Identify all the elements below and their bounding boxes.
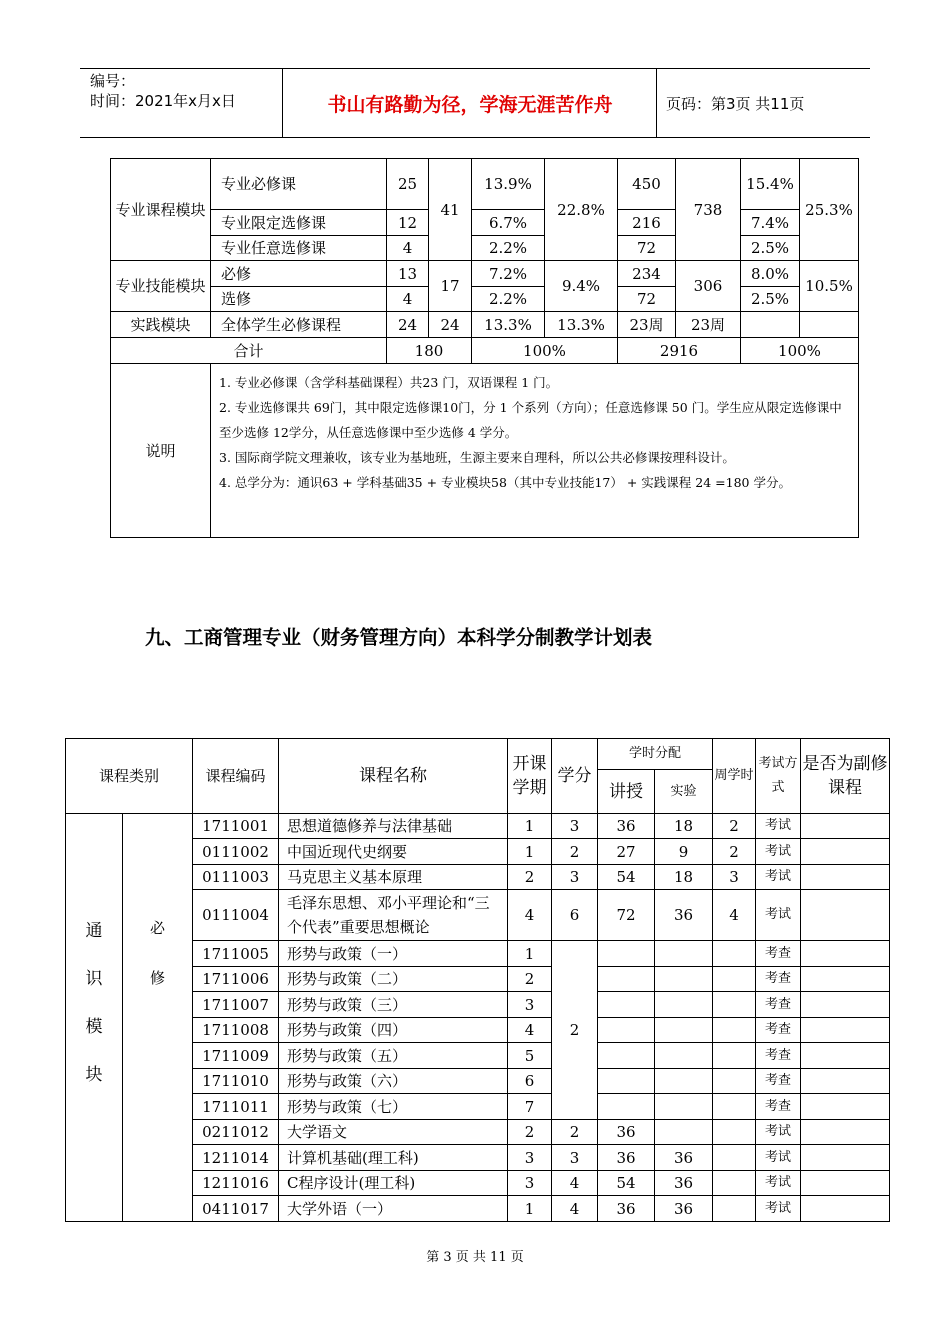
course-lecture: 54 [598,1171,655,1196]
course-exam: 考试 [756,1145,801,1171]
course-name: 马克思主义基本原理 [279,865,508,890]
course-term: 5 [508,1043,552,1069]
course-exam: 考试 [756,839,801,865]
header-page: 页码：第3页 共11页 [666,94,805,113]
row-credits: 4 [387,236,429,261]
course-term: 4 [508,1018,552,1043]
header-credit: 学分 [552,739,598,814]
header-exam: 考试方式 [756,739,801,814]
notes-label: 说明 [111,364,211,538]
course-credit: 6 [552,890,598,941]
course-lecture: 36 [598,814,655,839]
course-weekly: 3 [713,865,756,890]
row-hours: 234 [618,261,676,287]
course-weekly: 2 [713,839,756,865]
course-name: 形势与政策（四） [279,1018,508,1043]
course-name: 形势与政策（七） [279,1094,508,1120]
course-lecture: 36 [598,1120,655,1145]
course-code: 1711006 [193,967,279,992]
course-code: 1211016 [193,1171,279,1196]
header-code: 课程编码 [193,739,279,814]
note-item: 4. 总学分为：通识63 + 学科基础35 + 专业模块58（其中专业技能17） + 实践课程 24 =180 学分。 [219,475,791,490]
course-exam: 考试 [756,865,801,890]
row-hours: 23周 [618,312,676,338]
row-credits: 13 [387,261,429,287]
row-credit-pct: 13.3% [472,312,545,338]
course-term: 1 [508,941,552,967]
course-term: 1 [508,814,552,839]
module-professional-course: 专业课程模块 [111,159,211,261]
course-credit: 3 [552,814,598,839]
notes-content [211,364,859,538]
course-exam: 考查 [756,1094,801,1120]
group-credit-pct: 22.8% [545,159,618,261]
course-weekly: 4 [713,890,756,941]
section-title: 九、工商管理专业（财务管理方向）本科学分制教学计划表 [145,626,653,649]
module-practice: 实践模块 [111,312,211,338]
course-lab: 36 [655,1145,713,1171]
course-term: 3 [508,1145,552,1171]
row-name: 专业任意选修课 [211,236,387,261]
row-name: 必修 [211,261,387,287]
header-motto: 书山有路勤为径，学海无涯苦作舟 [284,69,657,137]
row-hour-pct: 8.0% [741,261,800,287]
row-credit-pct: 2.2% [472,236,545,261]
course-lab: 36 [655,1171,713,1196]
course-term: 4 [508,890,552,941]
row-name: 专业必修课 [211,159,387,210]
course-weekly: 2 [713,814,756,839]
page-footer: 第 3 页 共 11 页 [426,1250,524,1265]
course-code: 0111003 [193,865,279,890]
row-name: 专业限定选修课 [211,210,387,236]
course-lab: 18 [655,865,713,890]
group-hours: 306 [676,261,741,312]
course-code: 1711011 [193,1094,279,1120]
row-hours: 72 [618,287,676,312]
group-hours: 738 [676,159,741,261]
header-lab: 实验 [655,770,713,814]
course-exam: 考查 [756,941,801,967]
course-code: 1711005 [193,941,279,967]
course-term: 7 [508,1094,552,1120]
group-hour-pct: 10.5% [800,261,859,312]
course-credit: 2 [552,1120,598,1145]
row-credit-pct: 6.7% [472,210,545,236]
row-name: 选修 [211,287,387,312]
course-lab: 36 [655,890,713,941]
course-credit: 3 [552,865,598,890]
header-term: 开课学期 [508,739,552,814]
header-category: 课程类别 [66,739,193,814]
course-exam: 考查 [756,967,801,992]
course-credit: 4 [552,1196,598,1222]
course-code: 0111002 [193,839,279,865]
category-general: 通 识 模 块 [66,814,123,1222]
header-number: 编号： [90,72,136,90]
course-term: 2 [508,865,552,890]
group-credits: 24 [429,312,472,338]
row-hour-pct: 2.5% [741,287,800,312]
course-name: 大学语文 [279,1120,508,1145]
course-term: 6 [508,1069,552,1094]
row-hours: 72 [618,236,676,261]
course-lecture: 36 [598,1196,655,1222]
course-exam: 考试 [756,890,801,941]
course-lecture: 54 [598,865,655,890]
header-meta [80,69,283,137]
course-term: 2 [508,1120,552,1145]
course-name: 大学外语（一） [279,1196,508,1222]
row-credit-pct: 2.2% [472,287,545,312]
course-name: 形势与政策（二） [279,967,508,992]
course-code: 1711001 [193,814,279,839]
note-item: 2. 专业选修课共 69门，其中限定选修课10门，分 1 个系列（方向）；任意选修课 50 门。学生应从限定选修课中至少选修 12学分，从任意选修课中至少选修 4 学分。 [219,400,842,440]
course-exam: 考查 [756,1043,801,1069]
course-exam: 考查 [756,1069,801,1094]
course-lecture: 36 [598,1145,655,1171]
group-credits: 41 [429,159,472,261]
course-exam: 考试 [756,1171,801,1196]
course-name: 中国近现代史纲要 [279,839,508,865]
header-date: 时间：2021年x月x日 [90,92,236,110]
course-lab: 18 [655,814,713,839]
course-code: 0211012 [193,1120,279,1145]
group-credits: 17 [429,261,472,312]
course-code: 0111004 [193,890,279,941]
course-exam: 考试 [756,1120,801,1145]
course-name: 毛泽东思想、邓小平理论和“三个代表”重要思想概论 [279,890,508,941]
course-code: 1711007 [193,992,279,1018]
note-item: 3. 国际商学院文理兼收，该专业为基地班，生源主要来自理科，所以公共必修课按理科设计。 [219,450,735,465]
course-term: 1 [508,1196,552,1222]
course-lab: 9 [655,839,713,865]
course-exam: 考试 [756,814,801,839]
group-credit-pct: 9.4% [545,261,618,312]
header-hours-alloc: 学时分配 [598,739,713,770]
course-exam: 考试 [756,1196,801,1222]
course-lecture: 72 [598,890,655,941]
course-code: 1711009 [193,1043,279,1069]
course-code: 0411017 [193,1196,279,1222]
group-hour-pct: 25.3% [800,159,859,261]
header-weekly: 周学时 [713,739,756,814]
course-credit: 4 [552,1171,598,1196]
course-name: 形势与政策（一） [279,941,508,967]
header-minor: 是否为副修课程 [801,739,890,814]
header-lecture: 讲授 [598,770,655,814]
row-hour-pct: 7.4% [741,210,800,236]
course-name: 思想道德修养与法律基础 [279,814,508,839]
course-credit: 3 [552,1145,598,1171]
row-credits: 12 [387,210,429,236]
summary-table [110,158,859,538]
course-code: 1211014 [193,1145,279,1171]
course-term: 3 [508,1171,552,1196]
course-term: 1 [508,839,552,865]
course-term: 2 [508,967,552,992]
course-name: 形势与政策（三） [279,992,508,1018]
row-credits: 24 [387,312,429,338]
course-code: 1711010 [193,1069,279,1094]
course-name: 计算机基础(理工科) [279,1145,508,1171]
total-label: 合计 [111,338,387,364]
course-exam: 考查 [756,992,801,1018]
page-header [80,68,870,138]
course-credit: 2 [552,839,598,865]
course-exam: 考查 [756,1018,801,1043]
total-credits: 180 [387,338,472,364]
row-hour-pct: 2.5% [741,236,800,261]
total-credit-pct: 100% [472,338,618,364]
category-required: 必 修 [123,814,193,1222]
course-code: 1711008 [193,1018,279,1043]
course-lab: 36 [655,1196,713,1222]
row-hours: 450 [618,159,676,210]
course-name: C程序设计(理工科) [279,1171,508,1196]
row-credit-pct: 7.2% [472,261,545,287]
teaching-plan-table [65,738,890,1222]
row-credits: 4 [387,287,429,312]
row-credits: 25 [387,159,429,210]
row-name: 全体学生必修课程 [211,312,387,338]
total-hour-pct: 100% [741,338,859,364]
group-credit-pct: 13.3% [545,312,618,338]
course-name: 形势与政策（六） [279,1069,508,1094]
course-lecture: 27 [598,839,655,865]
course-term: 3 [508,992,552,1018]
merged-credit: 2 [552,941,598,1120]
group-hours: 23周 [676,312,741,338]
course-name: 形势与政策（五） [279,1043,508,1069]
header-name: 课程名称 [279,739,508,814]
row-hour-pct: 15.4% [741,159,800,210]
total-hours: 2916 [618,338,741,364]
row-credit-pct: 13.9% [472,159,545,210]
row-hours: 216 [618,210,676,236]
module-professional-skill: 专业技能模块 [111,261,211,312]
note-item: 1. 专业必修课（含学科基础课程）共23 门，双语课程 1 门。 [219,375,559,390]
